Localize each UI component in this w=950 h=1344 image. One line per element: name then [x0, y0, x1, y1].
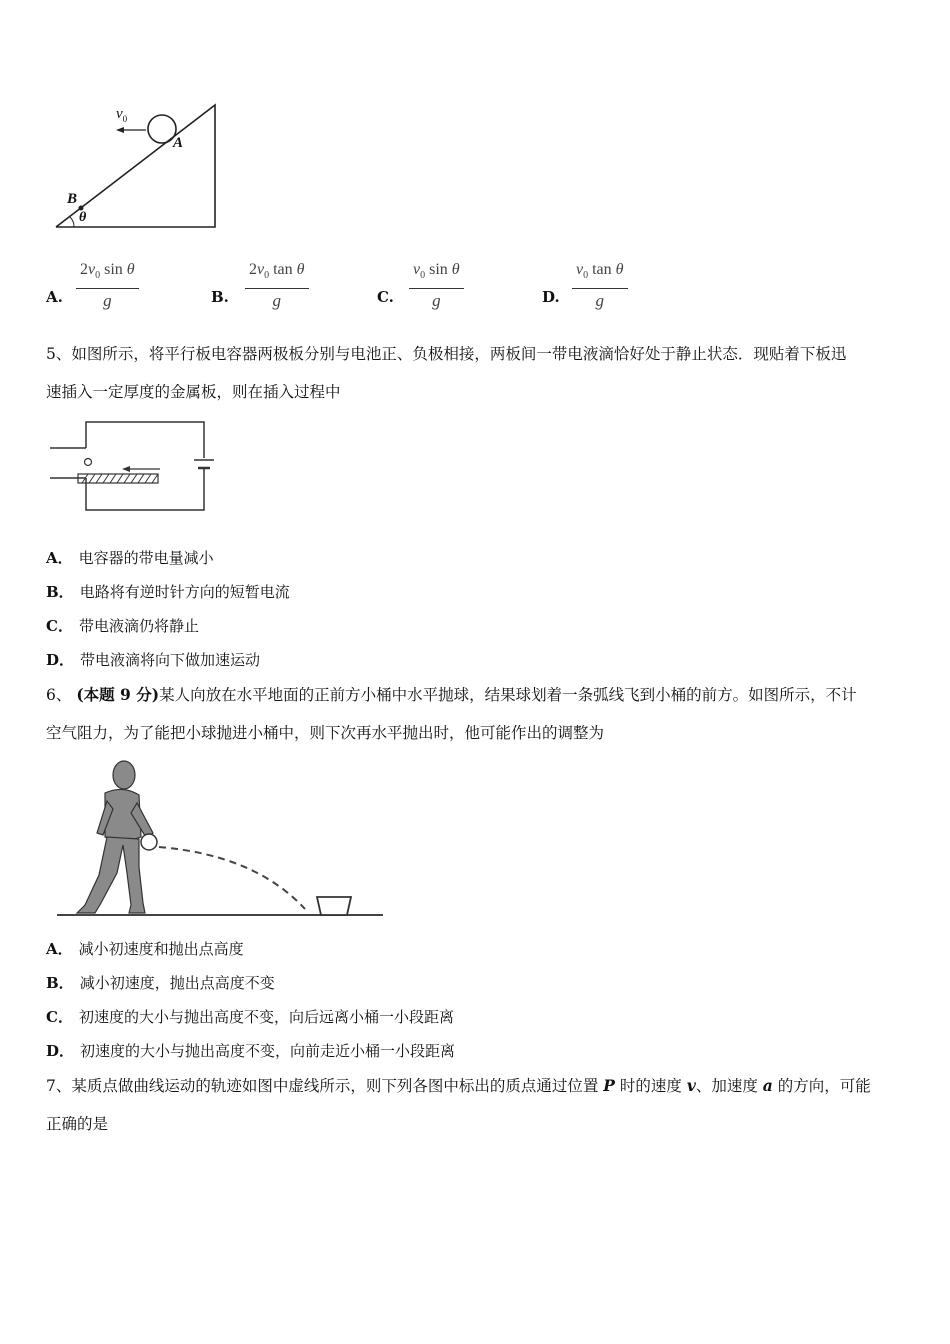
q5-option-b[interactable]: B． 电路将有逆时针方向的短暂电流 — [46, 583, 290, 601]
label-v0: $v_0$ — [116, 106, 128, 124]
fraction: $\frac{2v_0 \tan \theta}{g}$ — [245, 258, 309, 313]
trajectory — [159, 847, 305, 909]
person-head — [113, 761, 135, 789]
ball — [148, 115, 176, 143]
q6-line-2: 空气阻力，为了能把小球抛进小桶中，则下次再水平抛出时，他可能作出的调整为 — [46, 724, 605, 742]
q6-option-c[interactable]: C． 初速度的大小与抛出高度不变，向后远离小桶一小段距离 — [46, 1008, 454, 1026]
bucket — [317, 897, 351, 915]
q7-line-2: 正确的是 — [46, 1115, 109, 1133]
label-a: A — [173, 135, 184, 151]
label-b: B — [67, 191, 78, 207]
person-legs — [77, 837, 145, 913]
q6-option-a[interactable]: A． 减小初速度和抛出点高度 — [46, 940, 244, 958]
q5-line-1: 5、如图所示，将平行板电容器两极板分别与电池正、负极相接，两板间一带电液滴恰好处于静止状态．现贴着下板迅 — [46, 345, 847, 363]
droplet — [85, 459, 92, 466]
ball — [141, 834, 157, 850]
q5-option-c[interactable]: C． 带电液滴仍将静止 — [46, 617, 199, 635]
capacitor-circuit-figure — [48, 420, 218, 515]
q6-option-d[interactable]: D． 初速度的大小与抛出高度不变，向前走近小桶一小段距离 — [46, 1042, 456, 1060]
fraction: $\frac{v_0 \sin \theta}{g}$ — [409, 258, 464, 313]
q6-line-1: 6、 (本题 9 分)某人向放在水平地面的正前方小桶中水平抛球，结果球划着一条弧线飞到小桶的前方。如图所示，不计 — [46, 685, 857, 704]
q6-option-b[interactable]: B． 减小初速度，抛出点高度不变 — [46, 974, 275, 992]
q5-line-2: 速插入一定厚度的金属板，则在插入过程中 — [46, 383, 341, 401]
q5-option-d[interactable]: D． 带电液滴将向下做加速运动 — [46, 651, 261, 669]
label-theta: θ — [79, 210, 87, 225]
fraction: $\frac{v_0 \tan \theta}{g}$ — [572, 258, 628, 313]
throwing-figure — [55, 755, 385, 923]
q7-line-1: 7、某质点做曲线运动的轨迹如图中虚线所示，则下列各图中标出的质点通过位置 P 时的速度 v、加速度 a 的方向，可能 — [46, 1076, 871, 1095]
fraction: $\frac{2v_0 \sin \theta}{g}$ — [76, 258, 139, 313]
q5-option-a[interactable]: A． 电容器的带电量减小 — [46, 549, 214, 567]
incline-figure — [50, 100, 225, 235]
